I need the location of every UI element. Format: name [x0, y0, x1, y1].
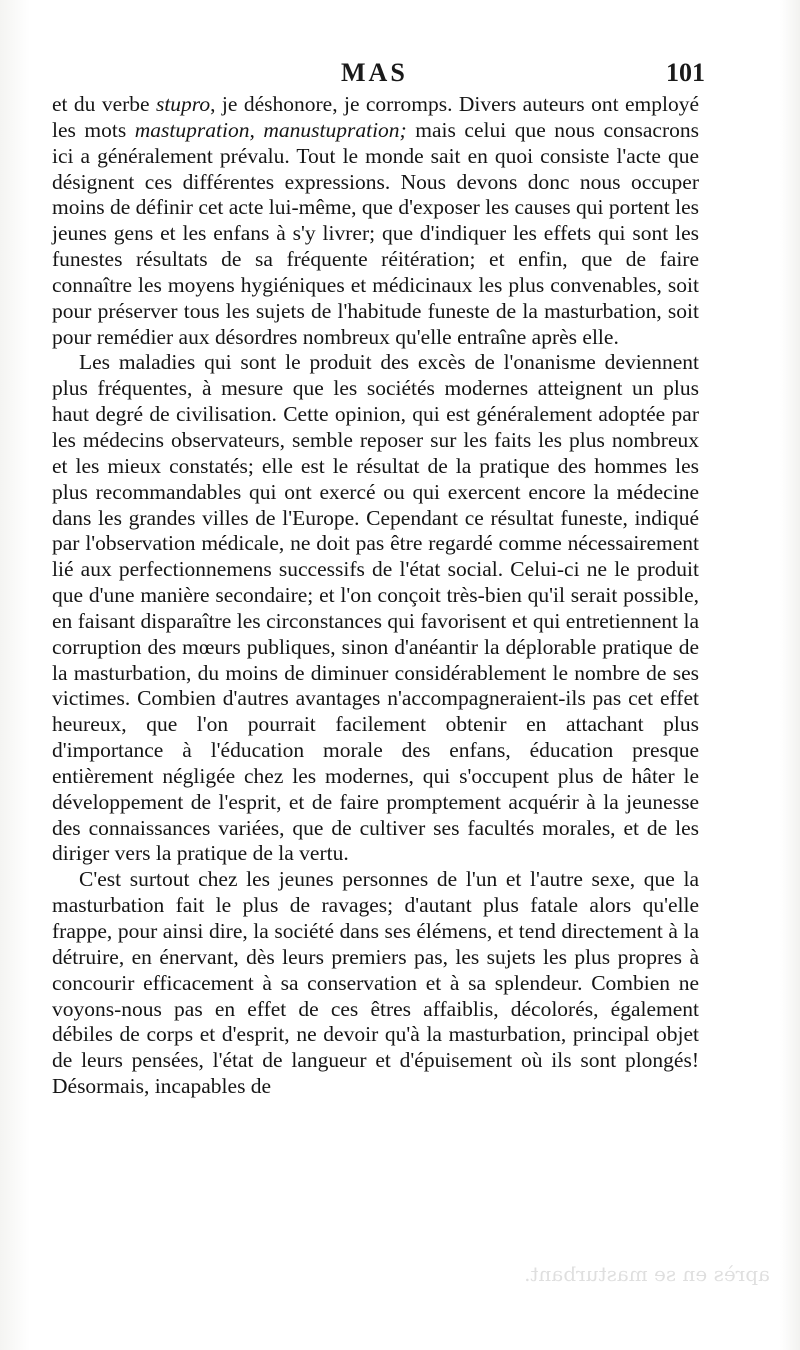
running-head: MAS	[341, 58, 408, 87]
bleed-through-text: après en se masturbant.	[524, 1262, 770, 1286]
body-text	[52, 92, 699, 1100]
paragraph-1-text-b: , je déshonore, je corromps. Divers auteurs ont employé les mots	[52, 92, 699, 142]
page-number: 101	[666, 58, 705, 87]
paragraph-1-text-a: et du verbe	[52, 92, 156, 116]
paragraph-3: C'est surtout chez les jeunes personnes de l'un et l'autre sexe, que la masturbation fait le plus de ravages; d'autant plus fatale alors qu'elle frappe, pour ainsi dire, la société dans ses élémens, et tend directement à la détruire, en énervant, dès leurs premiers pas, les sujets les plus propres à concourir efficacement à sa conservation et à sa splendeur. Combien ne voyons-nous pas en effet de ces êtres affaiblis, décolorés, également débiles de corps et d'esprit, ne devoir qu'à la masturbation, principal objet de leurs pensées, l'état de langueur et d'épuisement où ils sont plongés! Désormais, incapables de	[52, 867, 699, 1099]
paragraph-1-text-c: mais celui que nous consacrons ici a généralement prévalu. Tout le monde sait en quoi consiste l'acte que désignent ces différentes expressions. Nous devons donc nous occuper moins de définir cet acte lui-même, que d'exposer les causes qui portent les jeunes gens et les enfans à s'y livrer; que d'indiquer les effets qui sont les funestes résultats de sa fréquente réitération; et enfin, que de faire connaître les moyens hygiéniques et médicinaux les plus convenables, soit pour préserver tous les sujets de l'habitude funeste de la masturbation, soit pour remédier aux désordres nombreux qu'elle entraîne après elle.	[52, 117, 699, 349]
paragraph-2: Les maladies qui sont le produit des excès de l'onanisme deviennent plus fréquentes, à mesure que les sociétés modernes atteignent un plus haut degré de civilisation. Cette opinion, qui est généralement adoptée par les médecins observateurs, semble reposer sur les faits les plus nombreux et les mieux constatés; elle est le résultat de la pratique des hommes les plus recommandables qui ont exercé ou qui exercent encore la médecine dans les grandes villes de l'Europe. Cependant ce résultat funeste, indiqué par l'observation médicale, ne doit pas être regardé comme nécessairement lié aux perfectionnemens successifs de l'état social. Celui-ci ne le produit que d'une manière secondaire; et l'on conçoit très-bien qu'il serait possible, en faisant disparaître les circonstances qui favorisent et qui entretiennent la corruption des mœurs publiques, sinon d'anéantir la déplorable pratique de la masturbation, du moins de diminuer considérablement le nombre de ses victimes. Combien d'autres avantages n'accompagneraient-ils pas cet effet heureux, que l'on pourrait facilement obtenir en attachant plus d'importance à l'éducation morale des enfans, éducation presque entièrement négligée chez les modernes, qui s'occupent plus de hâter le développement de l'esprit, et de faire promptement acquérir à la jeunesse des connaissances variées, que de cultiver ses facultés morales, et de les diriger vers la pratique de la vertu.	[52, 350, 699, 866]
paragraph-1	[52, 92, 699, 350]
paragraph-1-italic-term-1: stupro	[155, 92, 211, 116]
page-header	[45, 58, 705, 94]
paragraph-1-italic-term-2: mastupration, manustupration;	[134, 117, 407, 142]
